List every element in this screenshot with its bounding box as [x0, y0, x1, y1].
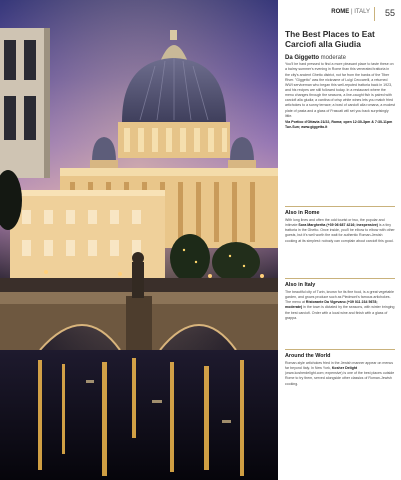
section-name: ROME: [331, 9, 350, 15]
subsection-name: ITALY: [354, 9, 370, 15]
also-in-rome-section: [285, 210, 395, 244]
section-divider: [285, 349, 395, 350]
page-number: 55: [384, 8, 395, 18]
around-the-world-body: [285, 361, 395, 387]
section-divider: [285, 206, 395, 207]
also-in-italy-intro: The beautiful city of Turin, known for its fine food, is a great vegetable garden, and grows produce such as Piedmont's famous artichokes. The menu at: [285, 290, 395, 305]
also-in-rome-text: is a tiny trattoria in the Ghetto. Once inside, you'll be elbow to elbow with other guests, but it's well worth the wait for authentic Roman-Jewish cooking at its simplest: nobody can complain about carciofi this good.: [285, 223, 395, 243]
section-divider: [285, 278, 395, 279]
also-in-rome-intro: With long lines and often the odd tourist or two, the popular and intimate: [285, 218, 385, 228]
section-label: [331, 9, 370, 15]
around-the-world-heading: Around the World: [285, 353, 331, 359]
also-in-italy-text: in the town is dictated by the seasons, with winter bringing the best carciofi. Order with a local wine and finish with a glass of grappa.: [285, 305, 395, 320]
around-the-world-intro: Roman-style artichokes fried in the Jewish manner appear on menus far beyond Italy. In New York,: [285, 361, 394, 371]
also-in-rome-body: [285, 218, 395, 244]
running-header: [281, 6, 397, 22]
also-in-rome-heading: Also in Rome: [285, 210, 320, 216]
subsection-divider: |: [350, 9, 353, 15]
also-in-italy-section: [285, 282, 395, 321]
header-divider: [374, 7, 375, 21]
also-in-italy-phone: (+39 011 234 5678; moderate): [285, 300, 378, 310]
also-in-italy-place: Ristorante Da Vigevano: [305, 300, 346, 305]
also-in-rome-place: Sora Margherita: [298, 223, 326, 228]
around-the-world-contact: (www.kosherdelight.com; expensive): [285, 371, 343, 376]
around-the-world-place: Kosher Delight: [331, 366, 358, 371]
also-in-italy-heading: Also in Italy: [285, 282, 316, 288]
also-in-italy-body: [285, 290, 395, 321]
also-in-rome-phone: (+39 06 687 4216; inexpensive): [326, 223, 378, 228]
main-article: [285, 30, 395, 130]
article-title: The Best Places to Eat Carciofi alla Giudia: [285, 29, 375, 49]
restaurant-name: Da Giggetto: [285, 55, 319, 62]
restaurant-address: Via Portico d'Ottavia 21/22, Roma; open 12:30-3pm & 7:30-11pm Tue-Sun; www.giggetto.it: [285, 119, 393, 129]
restaurant-pick: [285, 55, 395, 62]
around-the-world-text: is one of the best places outside Rome to try them, served alongside other classics of Roman-Jewish cooking.: [285, 371, 395, 386]
price-tag: moderate: [320, 55, 347, 62]
around-the-world-section: [285, 353, 395, 387]
article-body: You'll be hard pressed to find a more pleasant place to taste these on a balmy summer's evening in Rome than this venerated trattoria in the city's ancient Ghetto district, not far from the banks of the Tiber River. "Giggetto" was the nickname of Luigi Ceccarelli, a returned WWI serviceman who began this well-reputed trattoria back in 1923, and his recipes are still followed today. In a restaurant where the menu changes through the seasons, a line-caught fish is paired with carciofi alla giudia; a cantina of crisp white wines lets you match fried artichokes to a sunny terrace; a bowl of carciofi alla romana, a modest plate of pasta and a glass of Frascati will set you back surprisingly little.: [285, 62, 396, 118]
